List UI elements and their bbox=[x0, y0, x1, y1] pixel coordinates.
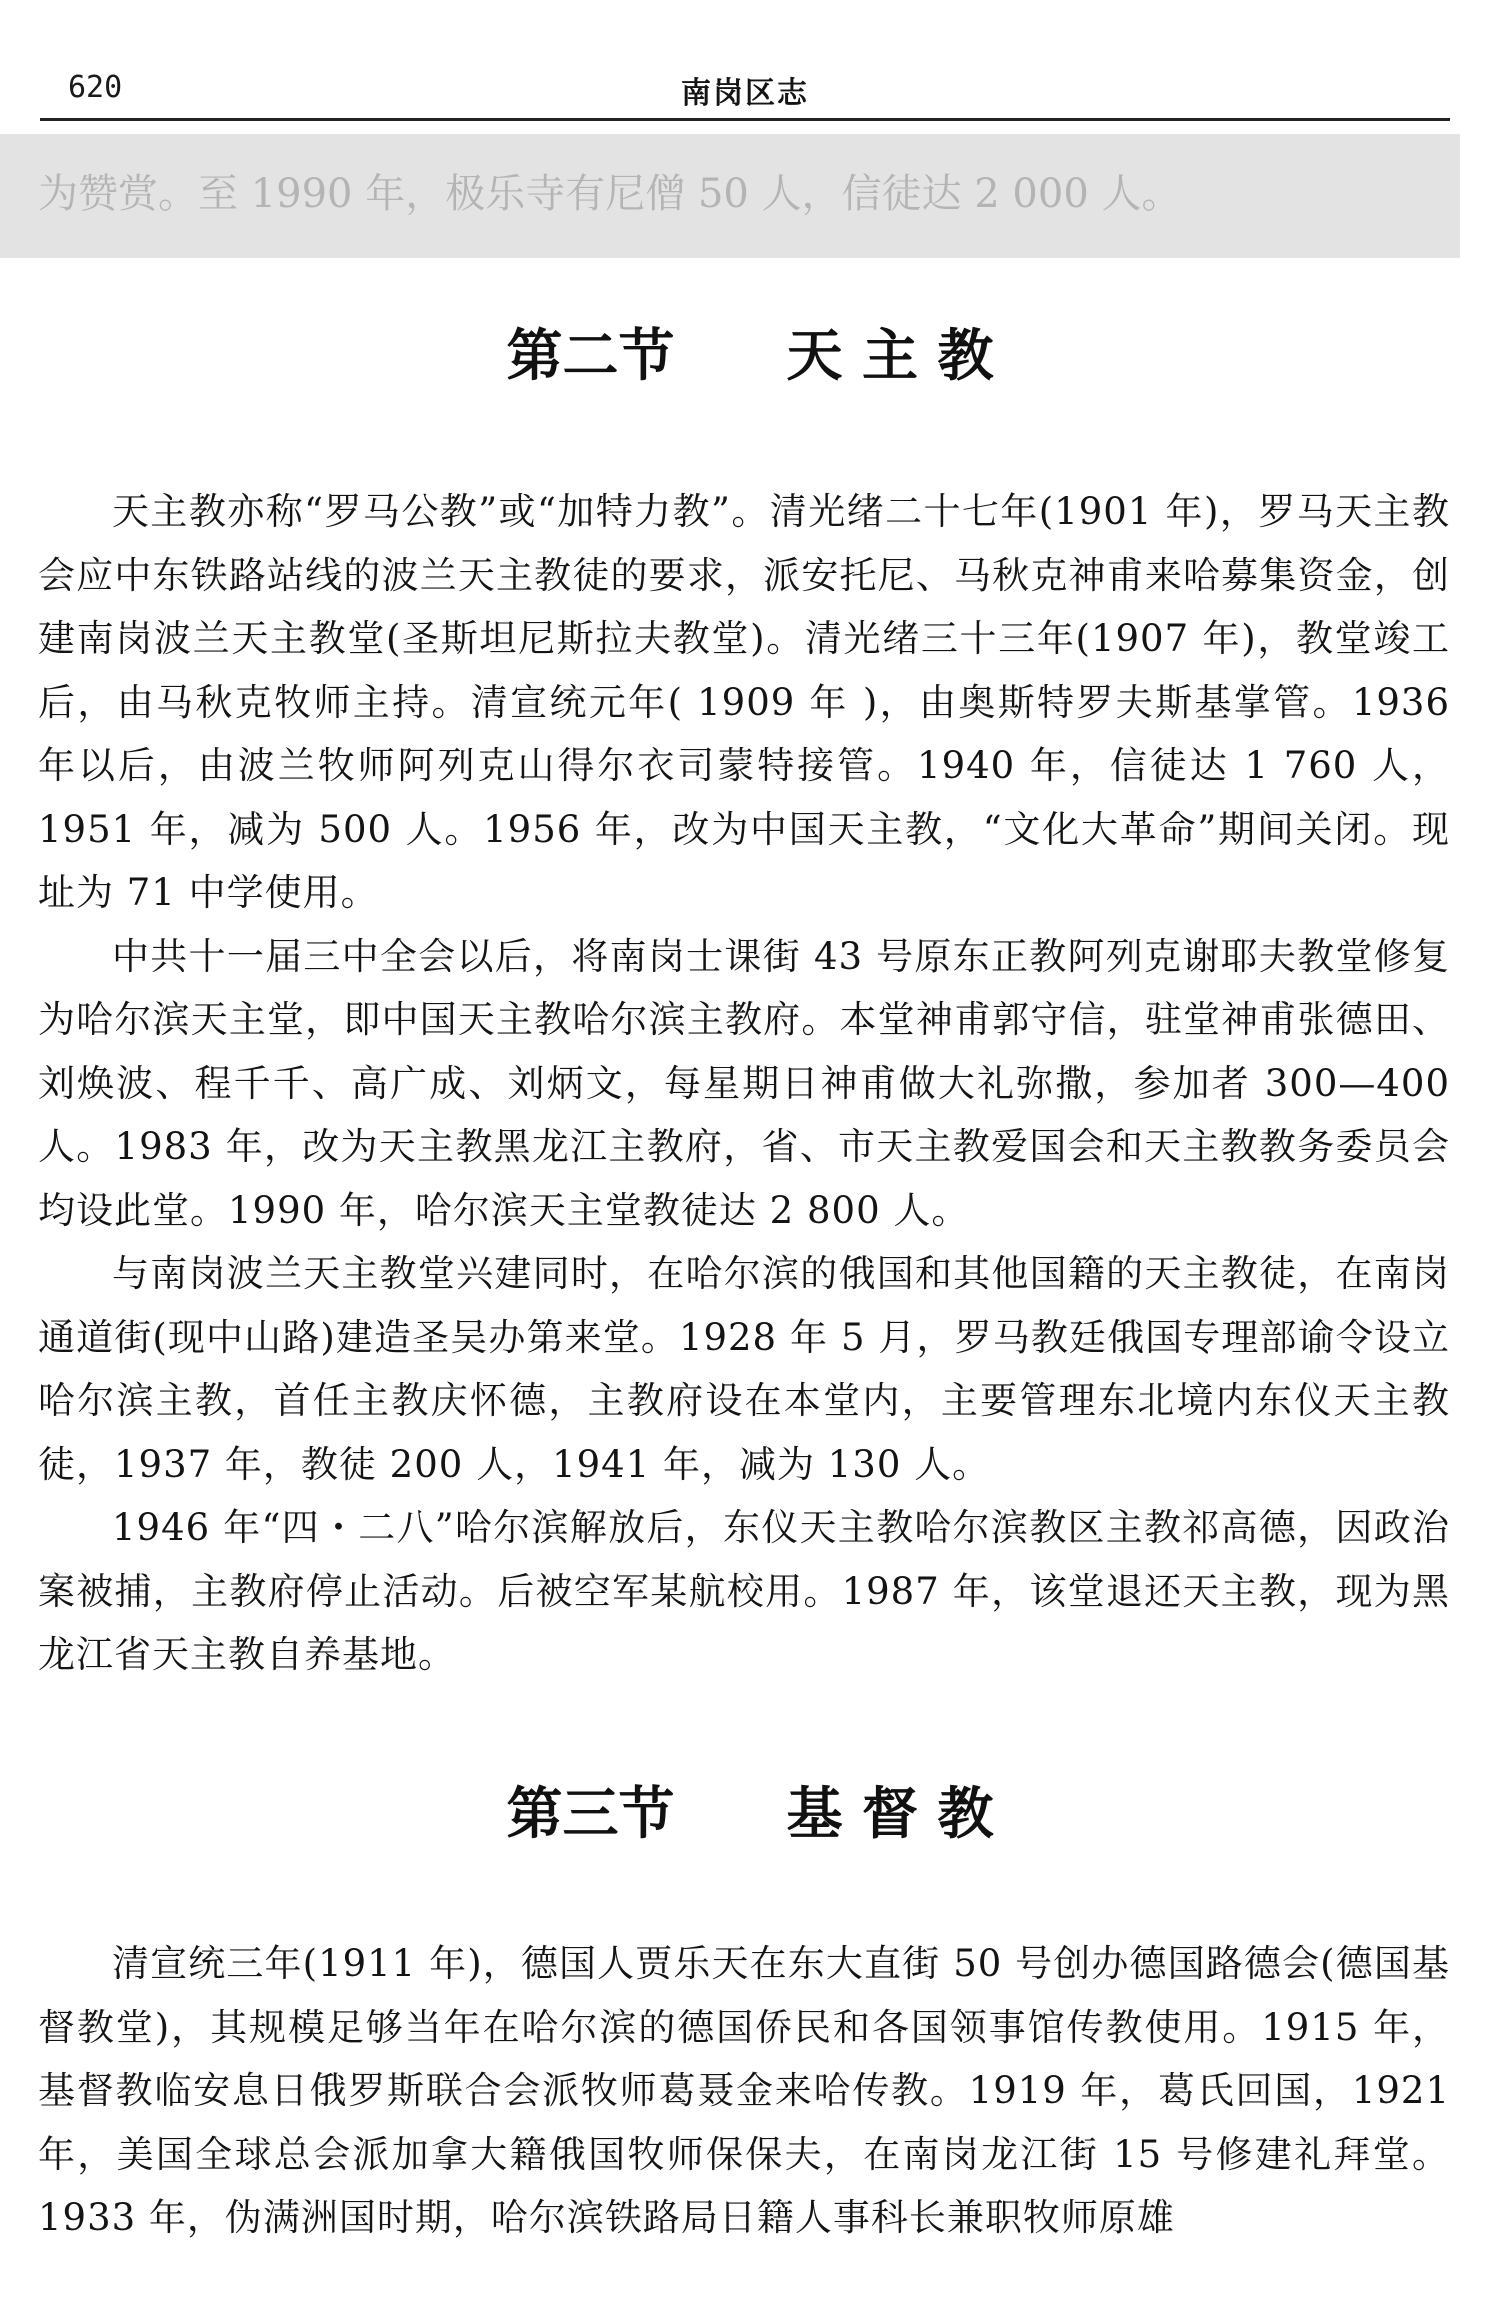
page-header bbox=[40, 66, 1450, 121]
section-2-paragraph-1: 天主教亦称“罗马公教”或“加特力教”。清光绪二十七年(1901 年)，罗马天主教会应中东铁路站线的波兰天主教徒的要求，派安托尼、马秋克神甫来哈募集资金，创建南岗波兰天主教堂(圣斯坦尼斯拉夫教堂)。清光绪三十三年(1907 年)，教堂竣工后，由马秋克牧师主持。清宣统元年( 1909 年 )，由奥斯特罗夫斯基掌管。1936 年以后，由波兰牧师阿列克山得尔衣司蒙特接管。1940 年，信徒达 1 760 人，1951 年，减为 500 人。1956 年，改为中国天主教，“文化大革命”期间关闭。现址为 71 中学使用。 bbox=[38, 490, 1450, 914]
section-2-paragraph-4: 1946 年“四・二八”哈尔滨解放后，东仪天主教哈尔滨教区主教祁高德，因政治案被捕，主教府停止活动。后被空军某航校用。1987 年，该堂退还天主教，现为黑龙江省天主教自养基地。 bbox=[38, 1506, 1450, 1676]
section-3-body bbox=[38, 1932, 1450, 2250]
section-2-title: 第二节 天 主 教 bbox=[506, 324, 994, 389]
running-book-title: 南岗区志 bbox=[681, 76, 809, 111]
section-2-paragraph-2: 中共十一届三中全会以后，将南岗士课街 43 号原东正教阿列克谢耶夫教堂修复为哈尔滨天主堂，即中国天主教哈尔滨主教府。本堂神甫郭守信，驻堂神甫张德田、刘焕波、程千千、高广成、刘炳文，每星期日神甫做大礼弥撒，参加者 300—400 人。1983 年，改为天主教黑龙江主教府，省、市天主教爱国会和天主教教务委员会均设此堂。1990 年，哈尔滨天主堂教徒达 2 800 人。 bbox=[38, 934, 1450, 1232]
section-3-title: 第三节 基 督 教 bbox=[506, 1782, 994, 1847]
section-3-paragraph-1: 清宣统三年(1911 年)，德国人贾乐天在东大直街 50 号创办德国路德会(德国基督教堂)，其规模足够当年在哈尔滨的德国侨民和各国领事馆传教使用。1915 年，基督教临安息日俄罗斯联合会派牧师葛聂金来哈传教。1919 年，葛氏回国，1921 年，美国全球总会派加拿大籍俄国牧师保保夫，在南岗龙江街 15 号修建礼拜堂。1933 年，伪满洲国时期，哈尔滨铁路局日籍人事科长兼职牧师原雄 bbox=[38, 1942, 1450, 2239]
previous-section-tail-text: 为赞赏。至 1990 年，极乐寺有尼僧 50 人，信徒达 2 000 人。 bbox=[38, 171, 1182, 217]
section-2-paragraph-3: 与南岗波兰天主教堂兴建同时，在哈尔滨的俄国和其他国籍的天主教徒，在南岗通道街(现中山路)建造圣吴办第来堂。1928 年 5 月，罗马教廷俄国专理部谕令设立哈尔滨主教，首任主教庆怀德，主教府设在本堂内，主要管理东北境内东仪天主教徒，1937 年，教徒 200 人，1941 年，减为 130 人。 bbox=[38, 1252, 1450, 1486]
page-number: 620 bbox=[68, 70, 123, 105]
previous-section-tail-band bbox=[0, 134, 1460, 258]
section-2-body bbox=[38, 480, 1450, 1687]
